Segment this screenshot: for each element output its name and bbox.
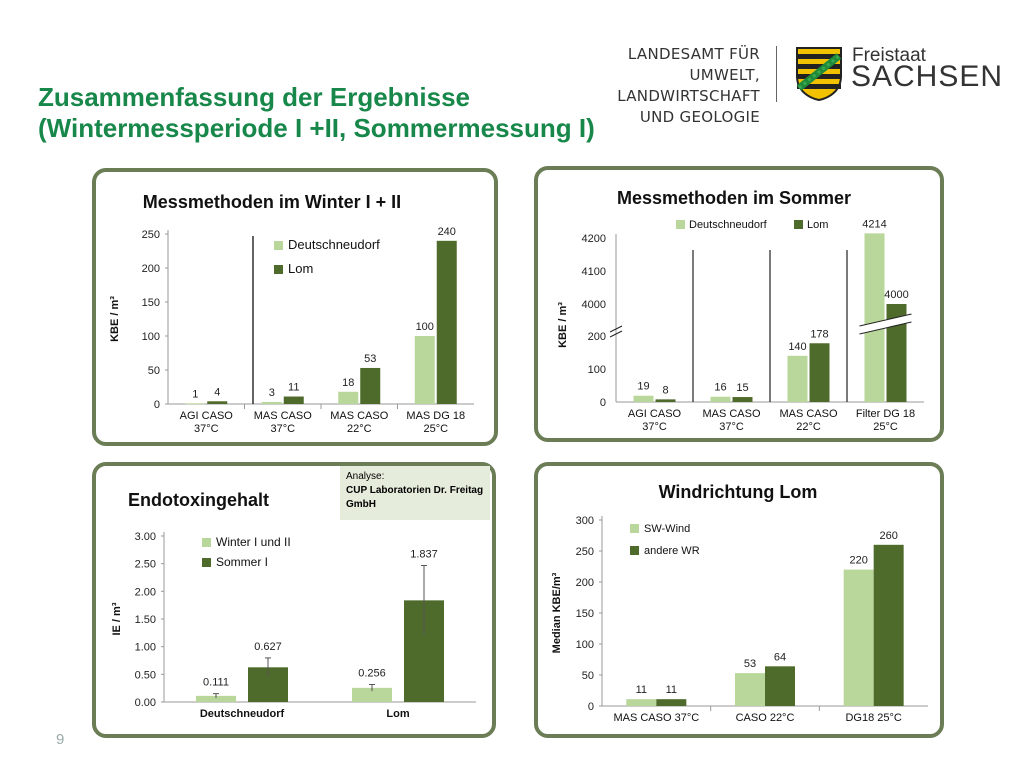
state-name-line2: SACHSEN <box>851 60 1004 93</box>
bar-series2 <box>207 401 227 404</box>
y-tick-label: 2.50 <box>134 558 156 571</box>
y-tick-label: 0.50 <box>134 669 156 682</box>
y-tick-label: 0 <box>587 701 594 713</box>
page-title <box>38 82 595 144</box>
y-tick-label: 50 <box>147 365 160 377</box>
x-tick-label: 22°C <box>796 421 821 433</box>
x-tick-label: Lom <box>386 708 410 720</box>
data-label: 0.627 <box>254 640 282 653</box>
y-tick-label: 200 <box>587 331 606 343</box>
data-label: 1.837 <box>410 548 438 561</box>
title-line-1: Zusammenfassung der Ergebnisse <box>38 82 471 112</box>
x-tick-label: MAS DG 18 <box>406 410 466 422</box>
bar-series1 <box>865 233 885 402</box>
y-tick-label: 0.00 <box>134 697 156 709</box>
agency-line-1: LANDESAMT FÜR UMWELT, <box>627 45 760 84</box>
chart-wind <box>538 466 940 734</box>
bar-series1 <box>788 356 808 402</box>
legend-swatch <box>630 546 639 555</box>
bar-series2 <box>733 397 753 402</box>
bar-series2 <box>437 241 457 404</box>
y-tick-label: 4000 <box>581 299 606 311</box>
y-tick-label: 100 <box>141 331 160 343</box>
legend-label: andere WR <box>644 545 700 557</box>
chart-title: Endotoxingehalt <box>128 490 269 510</box>
y-tick-label: 4100 <box>581 266 606 278</box>
bar-series2 <box>360 368 380 404</box>
data-label: 8 <box>662 384 669 397</box>
y-tick-label: 150 <box>575 608 594 620</box>
data-label: 11 <box>635 684 648 697</box>
legend-swatch <box>630 524 639 533</box>
legend-swatch <box>274 265 283 274</box>
data-label: 11 <box>665 684 678 697</box>
legend-label: Sommer I <box>216 555 269 569</box>
data-label: 4 <box>214 386 221 399</box>
chart-title: Messmethoden im Winter I + II <box>142 192 402 212</box>
y-tick-label: 2.00 <box>134 586 156 599</box>
y-axis-label: KBE / m³ <box>557 302 569 348</box>
data-label: 178 <box>810 328 829 341</box>
legend-swatch <box>202 538 211 547</box>
bar-series1 <box>626 699 656 706</box>
agency-line-3: UND GEOLOGIE <box>639 108 760 126</box>
x-tick-label: 37°C <box>719 421 744 433</box>
y-tick-label: 200 <box>575 577 594 589</box>
y-tick-label: 200 <box>141 263 160 275</box>
bar-series1 <box>415 336 435 404</box>
data-label: 4000 <box>884 289 909 301</box>
bar-series1 <box>185 403 205 404</box>
y-tick-label: 250 <box>575 546 594 558</box>
analyse-lab-name: CUP Laboratorien Dr. Freitag GmbH <box>346 485 484 510</box>
legend-label: Winter I und II <box>216 535 291 549</box>
y-tick-label: 3.00 <box>134 531 156 543</box>
analyse-note <box>340 466 490 520</box>
data-label: 0.111 <box>203 676 229 689</box>
x-tick-label: MAS CASO <box>702 408 761 420</box>
bar-series2 <box>656 699 686 706</box>
data-label: 140 <box>788 340 807 353</box>
data-label: 53 <box>743 658 757 671</box>
legend-swatch <box>676 220 685 229</box>
chart-winter <box>96 172 494 442</box>
legend-label: Deutschneudorf <box>689 219 767 231</box>
y-tick-label: 100 <box>575 639 594 651</box>
analyse-label: Analyse: <box>346 471 385 482</box>
bar-series1 <box>844 570 874 706</box>
bar-series2 <box>284 397 304 404</box>
x-tick-label: 37°C <box>642 421 667 433</box>
data-label: 3 <box>268 386 275 399</box>
y-tick-label: 4200 <box>581 233 606 245</box>
x-tick-label: AGI CASO <box>179 410 233 422</box>
bar-series1 <box>735 673 765 706</box>
chart-summer <box>538 170 940 438</box>
legend-label: Deutschneudorf <box>288 237 380 252</box>
data-label: 220 <box>849 554 868 567</box>
chart-title: Messmethoden im Sommer <box>616 188 852 208</box>
x-tick-label: 37°C <box>193 423 219 435</box>
panel-summer <box>534 166 944 442</box>
y-axis-label: KBE / m³ <box>109 296 121 342</box>
state-name-line1: Freistaat <box>852 45 926 66</box>
legend-swatch <box>202 558 211 567</box>
y-tick-label: 1.50 <box>134 614 156 626</box>
x-tick-label: 25°C <box>423 423 449 435</box>
panel-winter <box>92 168 498 446</box>
y-tick-label: 300 <box>575 515 594 527</box>
data-label: 64 <box>773 651 787 664</box>
x-tick-label: DG18 25°C <box>845 712 902 724</box>
x-tick-label: MAS CASO 37°C <box>613 712 700 724</box>
bar-series1 <box>634 396 654 402</box>
x-tick-label: Filter DG 18 <box>855 408 916 420</box>
y-axis-label: IE / m³ <box>111 602 123 636</box>
data-label: 11 <box>288 381 300 394</box>
x-tick-label: MAS CASO <box>779 408 838 420</box>
data-label: 240 <box>437 225 456 238</box>
bar-series2 <box>765 666 795 706</box>
agency-name <box>570 44 760 128</box>
title-line-2: (Wintermessperiode I +II, Sommermessung I) <box>38 113 595 143</box>
data-label: 1 <box>192 388 199 401</box>
data-label: 18 <box>342 376 355 389</box>
agency-line-2: LANDWIRTSCHAFT <box>617 87 760 105</box>
x-tick-label: MAS CASO <box>330 410 389 422</box>
data-label: 0.256 <box>358 667 386 680</box>
data-label: 260 <box>879 529 898 542</box>
data-label: 53 <box>364 352 377 365</box>
y-tick-label: 100 <box>587 364 606 376</box>
bar-series2 <box>810 343 830 402</box>
data-label: 19 <box>637 380 650 393</box>
x-tick-label: CASO 22°C <box>735 712 795 724</box>
legend-swatch <box>794 220 803 229</box>
data-label: 4214 <box>862 218 887 231</box>
x-tick-label: 22°C <box>346 423 372 435</box>
bar-series2 <box>656 399 676 402</box>
data-label: 15 <box>736 382 749 395</box>
y-tick-label: 1.00 <box>134 641 156 654</box>
x-tick-label: MAS CASO <box>253 410 312 422</box>
x-tick-label: 37°C <box>270 423 296 435</box>
x-tick-label: 25°C <box>873 421 898 433</box>
legend-label: Lom <box>288 261 314 276</box>
y-tick-label: 0 <box>153 399 160 411</box>
y-axis-label: Median KBE/m³ <box>551 572 563 654</box>
y-tick-label: 50 <box>581 670 594 682</box>
bar-series1 <box>711 397 731 402</box>
x-tick-label: Deutschneudorf <box>199 708 285 720</box>
data-label: 16 <box>714 381 727 394</box>
header-divider <box>776 46 777 102</box>
y-tick-label: 150 <box>141 297 160 309</box>
chart-title: Windrichtung Lom <box>658 482 818 502</box>
data-label: 100 <box>415 321 434 333</box>
y-tick-label: 0 <box>599 397 606 409</box>
y-tick-label: 250 <box>141 229 160 241</box>
legend-label: Lom <box>807 219 829 231</box>
legend-label: SW-Wind <box>644 523 691 535</box>
page-number: 9 <box>56 731 65 748</box>
x-tick-label: AGI CASO <box>627 408 682 420</box>
coat-of-arms-icon <box>795 46 843 101</box>
bar-series1 <box>338 392 358 404</box>
panel-wind <box>534 462 944 738</box>
bar-series1 <box>262 402 282 404</box>
legend-swatch <box>274 241 283 250</box>
bar-series2 <box>874 545 904 706</box>
